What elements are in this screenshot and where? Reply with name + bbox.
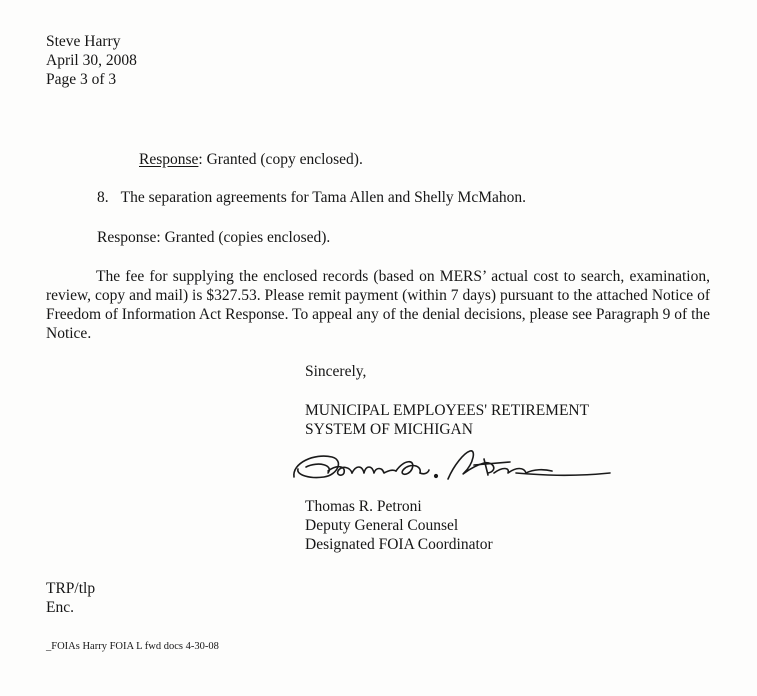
typist-initials: TRP/tlp — [46, 580, 96, 597]
recipient-name: Steve Harry — [46, 33, 121, 50]
signer-block — [305, 497, 493, 554]
reference-block — [46, 579, 95, 617]
signer-role: Designated FOIA Coordinator — [305, 536, 493, 553]
enclosure-note: Enc. — [46, 599, 74, 616]
response-granted-copy — [139, 150, 363, 169]
item-text: The separation agreements for Tama Allen and Shelly McMahon. — [120, 189, 527, 206]
item-8 — [97, 188, 526, 207]
closing-salutation: Sincerely, — [305, 363, 367, 380]
fee-paragraph — [46, 267, 710, 343]
handwritten-signature — [288, 445, 618, 500]
signer-name: Thomas R. Petroni — [305, 498, 422, 515]
signer-title: Deputy General Counsel — [305, 517, 459, 534]
organization-line-1: MUNICIPAL EMPLOYEES' RETIREMENT — [305, 402, 590, 419]
response-text: : Granted (copy enclosed). — [198, 151, 363, 168]
letter-header — [46, 32, 137, 89]
page-number: Page 3 of 3 — [46, 71, 117, 88]
signature-graphic — [288, 445, 618, 495]
item-number: 8. — [97, 189, 109, 206]
response-granted-copies: Response: Granted (copies enclosed). — [97, 229, 331, 246]
fee-paragraph-text: The fee for supplying the enclosed records (based on MERS’ actual cost to search, examination, review, copy and mail) is $327.53. Please remit payment (within 7 days) pursuant to the attached Notice of Freedom of Information Act Response. To appeal any of the denial decisions, please see Paragraph 9 of the Notice. — [46, 268, 710, 342]
organization-name — [305, 401, 589, 439]
file-path: _FOIAs Harry FOIA L fwd docs 4-30-08 — [46, 641, 219, 652]
response-label: Response — [139, 151, 199, 168]
organization-line-2: SYSTEM OF MICHIGAN — [305, 421, 473, 438]
letter-date: April 30, 2008 — [46, 52, 137, 69]
